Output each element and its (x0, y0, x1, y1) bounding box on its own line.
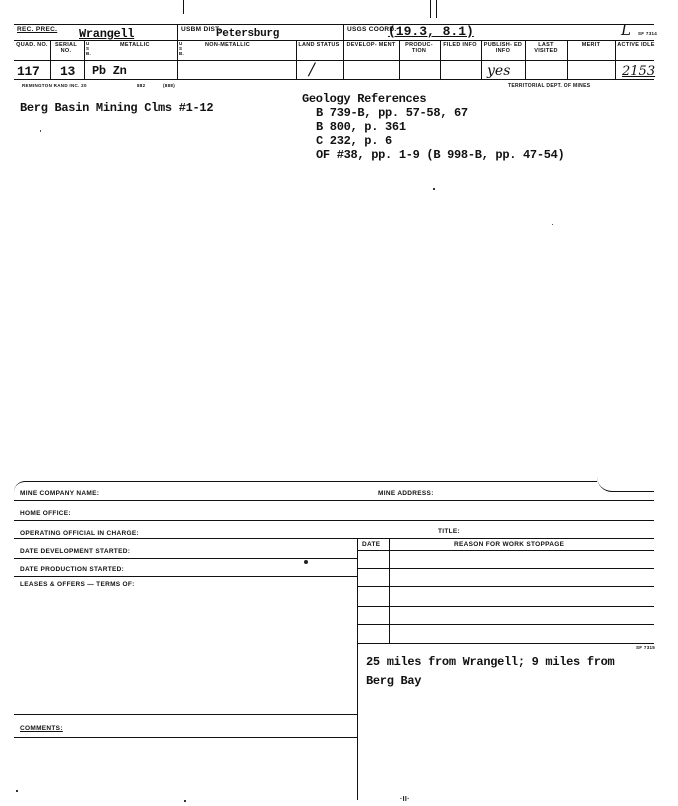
date-production-label: DATE PRODUCTION STARTED: (20, 566, 125, 573)
table-bottom-rule (357, 643, 654, 644)
lower-form-center-divider (357, 538, 358, 800)
rec-prec-label: REC. PREC. (17, 26, 58, 33)
geology-reference-2: B 800, p. 361 (316, 120, 406, 134)
mine-company-name-label: MINE COMPANY NAME: (20, 490, 100, 497)
top-tick-mid-a (430, 0, 431, 18)
col-div-3 (177, 24, 178, 79)
top-tick-mid-b (436, 0, 437, 18)
home-office-label: HOME OFFICE: (20, 510, 71, 517)
speck-2 (552, 224, 553, 225)
usgs-coord-value: (19.3, 8.1) (388, 24, 474, 39)
column-header-rule (14, 60, 654, 61)
speck-1 (433, 188, 435, 190)
metallic-value: Pb Zn (92, 64, 127, 78)
col-div-9 (525, 40, 526, 79)
reason-column-header: REASON FOR WORK STOPPAGE (454, 541, 565, 548)
col-div-7 (440, 40, 441, 79)
geology-reference-3: C 232, p. 6 (316, 134, 392, 148)
form-number-bottom: SF 7315 (636, 645, 656, 650)
date-development-rule (14, 558, 357, 559)
comments-top-rule (14, 714, 357, 715)
development-header: DEVELOP- MENT (346, 42, 396, 48)
table-row-rule-4 (357, 624, 654, 625)
page-mark: ·II· (400, 796, 410, 803)
official-rule (14, 538, 654, 539)
metallic-codes: U S B. (86, 41, 92, 56)
home-office-rule (14, 520, 654, 521)
title-label: TITLE: (438, 528, 461, 535)
header-bottom-rule (14, 40, 654, 41)
comments-bottom-rule (14, 737, 357, 738)
data-row-rule (14, 79, 654, 80)
mine-address-label: MINE ADDRESS: (378, 490, 434, 497)
col-div-5 (343, 24, 344, 79)
operating-official-label: OPERATING OFFICIAL IN CHARGE: (20, 530, 139, 537)
table-row-rule-2 (357, 586, 654, 587)
location-note: 25 miles from Wrangell; 9 miles from Berg Bay (366, 655, 615, 688)
quad-no-value: 117 (17, 64, 40, 79)
table-date-divider (389, 538, 390, 643)
production-header: PRODUC- TION (405, 42, 433, 54)
active-idle-header: ACTIVE IDLE (617, 42, 655, 48)
published-info-header: PUBLISH- ED INFO (483, 42, 523, 54)
mining-claims-text: Berg Basin Mining Clms #1-12 (20, 101, 214, 115)
serial-no-header: SERIAL NO. (55, 42, 77, 54)
geology-references-title: Geology References (302, 92, 427, 106)
table-header-rule (357, 550, 654, 551)
usgs-coord-label: USGS COORD. (347, 26, 397, 33)
ink-mark (304, 560, 308, 564)
merit-header: MERIT (581, 42, 601, 48)
non-metallic-codes: U S B. (179, 41, 185, 56)
table-row-rule-3 (357, 606, 654, 607)
quad-no-header: QUAD. NO. (16, 42, 48, 48)
col-div-2 (84, 40, 85, 79)
header-top-rule (14, 24, 654, 25)
comments-label: COMMENTS: (20, 725, 63, 732)
active-idle-value: 2153 (622, 64, 656, 79)
top-right-curve (597, 477, 654, 492)
date-column-header: DATE (362, 541, 381, 548)
top-tick-left (183, 0, 184, 14)
col-div-4 (296, 40, 297, 79)
col-div-10 (567, 40, 568, 79)
speck-5 (16, 790, 18, 792)
land-status-mark: / (309, 60, 315, 80)
col-div-6 (399, 40, 400, 79)
date-development-label: DATE DEVELOPMENT STARTED: (20, 548, 131, 555)
printer-imprint: REMINGTON RAND INC. 20 (22, 83, 87, 88)
land-status-header: LAND STATUS (298, 42, 340, 48)
rec-prec-value: Wrangell (79, 27, 135, 41)
serial-no-value: 13 (60, 64, 76, 79)
imprint-code-1: 882 (137, 83, 146, 88)
date-production-rule (14, 576, 357, 577)
non-metallic-header: NON-METALLIC (205, 42, 251, 48)
col-div-1 (50, 40, 51, 79)
corner-mark: L (621, 21, 631, 39)
table-row-rule-1 (357, 568, 654, 569)
lower-form-top-rule (62, 481, 597, 482)
col-div-8 (481, 40, 482, 79)
filed-info-header: FILED INFO (443, 42, 477, 48)
last-visited-header: LAST VISITED (534, 42, 558, 54)
speck-4 (184, 800, 186, 802)
usbm-dist-value: Petersburg (216, 28, 280, 40)
company-name-rule (14, 500, 654, 501)
published-info-value: yes (487, 63, 511, 79)
form-number-top: SF 7314 (638, 31, 658, 36)
usbm-dist-label: USBM DIST. (181, 26, 221, 33)
agency-imprint: TERRITORIAL DEPT. OF MINES (508, 83, 591, 89)
col-div-11 (615, 40, 616, 79)
leases-label: LEASES & OFFERS — TERMS OF: (20, 581, 135, 588)
geology-reference-4: OF #38, pp. 1-9 (B 998-B, pp. 47-54) (316, 148, 565, 162)
metallic-header: METALLIC (120, 42, 150, 48)
imprint-code-2: (888) (163, 83, 176, 88)
speck-3 (40, 130, 41, 132)
geology-reference-1: B 739-B, pp. 57-58, 67 (316, 106, 468, 120)
